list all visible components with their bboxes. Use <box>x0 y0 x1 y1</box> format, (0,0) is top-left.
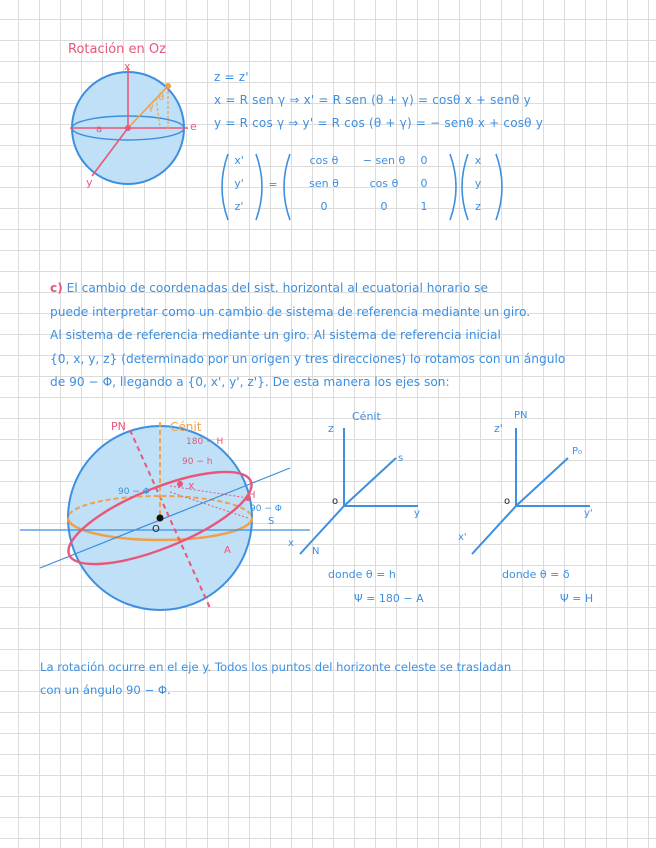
axes-right-o: o <box>504 496 511 507</box>
axes-right-y: y' <box>584 508 593 519</box>
section-c-label: c) <box>50 281 63 295</box>
axes-left-z: z <box>328 422 334 435</box>
axes-left-cenit: Cénit <box>352 410 381 423</box>
rotation-sphere-diagram <box>60 58 210 198</box>
matrix-equals: = <box>268 178 278 191</box>
conclusion-line-1: La rotación ocurre en el eje y. Todos los puntos del horizonte celeste se trasladan <box>40 660 512 674</box>
equation-z: z = z' <box>214 70 249 84</box>
conclusion-line-2: con un ángulo 90 − Φ. <box>40 683 171 697</box>
axes-right-donde: donde θ = δ <box>502 568 570 581</box>
equation-x: x = R sen γ ⇒ x' = R sen (θ + γ) = cosθ x + senθ y <box>214 93 531 107</box>
axis-label-x: x <box>124 60 131 73</box>
matrix-cell-0-2: 0 <box>420 154 428 167</box>
axis-label-y: y <box>86 176 93 189</box>
label-x: x <box>188 479 195 492</box>
axes-left-y: y <box>414 508 420 519</box>
matrix-lhs-1: y' <box>234 177 244 190</box>
celestial-sphere-diagram <box>20 418 320 618</box>
axes-right-z: z' <box>494 422 503 435</box>
matrix-rhs-2: z <box>475 200 481 213</box>
axes-left-x: x <box>288 538 294 549</box>
angle-label-gamma: γ <box>148 102 154 113</box>
axes-diagram-equatorial <box>460 420 600 570</box>
axes-left-s: s <box>398 453 404 464</box>
section-title: Rotación en Oz <box>68 42 166 57</box>
paragraph-line-5: de 90 − Φ, llegando a {0, x', y', z'}. De esta manera los ejes son: <box>50 375 450 389</box>
axes-right-pn: PN <box>514 410 528 421</box>
paragraph-line-2: puede interpretar como un cambio de sistema de referencia mediante un giro. <box>50 304 531 319</box>
axes-right-x: x' <box>458 532 467 543</box>
matrix-cell-0-0: cos θ <box>309 154 339 167</box>
axes-diagram-horizontal <box>300 420 440 570</box>
matrix-cell-2-1: 0 <box>380 200 388 213</box>
label-o: O <box>152 524 160 535</box>
matrix-cell-1-0: sen θ <box>309 177 339 190</box>
matrix-cell-2-0: 0 <box>320 200 328 213</box>
label-a: A <box>224 545 231 556</box>
axes-right-psi: Ψ = H <box>560 592 594 605</box>
matrix-cell-1-2: 0 <box>420 177 428 190</box>
label-pn: PN <box>111 420 126 433</box>
paragraph-line-3: Al sistema de referencia mediante un giro. Al sistema de referencia inicial <box>50 328 501 342</box>
label-h: H <box>248 490 256 501</box>
label-s: S <box>268 516 275 527</box>
paragraph-c <box>50 277 640 395</box>
matrix-rhs-1: y <box>474 177 482 190</box>
paragraph-line-4: {0, x, y, z} (determinado por un origen y tres direcciones) lo rotamos con un ángulo <box>50 351 566 366</box>
label-90-phi-right: 90 − Φ <box>250 504 282 514</box>
axes-left-psi: Ψ = 180 − A <box>354 592 424 605</box>
matrix-cell-2-2: 1 <box>420 200 428 213</box>
axes-left-donde: donde θ = h <box>328 568 396 581</box>
angle-label-theta: θ <box>158 92 165 103</box>
paragraph-line-1: El cambio de coordenadas del sist. horizontal al ecuatorial horario se <box>62 281 488 295</box>
label-180-h: 180 − H <box>186 437 224 447</box>
matrix-rhs-0: x <box>474 154 482 167</box>
label-cenit: Cénit <box>170 420 202 434</box>
matrix-lhs-2: z' <box>234 200 244 213</box>
label-90-phi-left: 90 − Φ <box>118 487 150 497</box>
axis-label-e: e <box>190 120 197 133</box>
axes-left-o: o <box>332 496 339 507</box>
matrix-cell-0-1: − sen θ <box>362 154 406 167</box>
axis-label-a: a <box>96 124 103 135</box>
matrix-lhs-0: x' <box>234 154 244 167</box>
equation-y: y = R cos γ ⇒ y' = R cos (θ + γ) = − senθ x + cosθ y <box>214 116 544 130</box>
label-90-h: 90 − h <box>182 457 213 467</box>
axes-left-n: N <box>312 546 320 557</box>
matrix-cell-1-1: cos θ <box>369 177 399 190</box>
axes-right-p: P₀ <box>572 446 583 457</box>
